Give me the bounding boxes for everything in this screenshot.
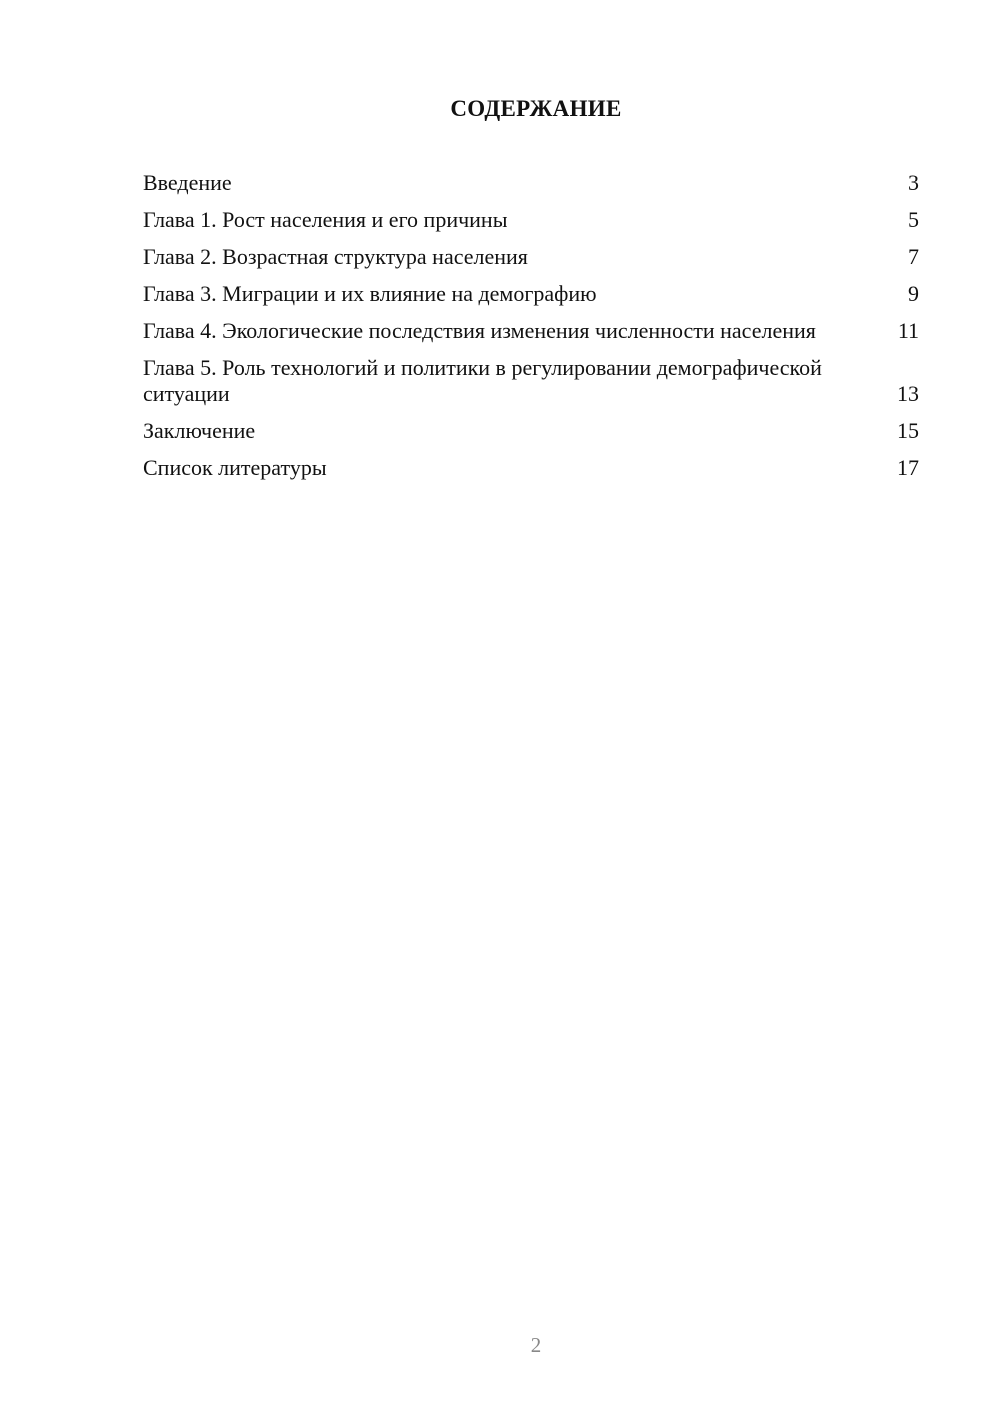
toc-entry-page: 5	[908, 207, 919, 232]
table-of-contents	[143, 170, 919, 492]
toc-entry-chapter-1	[143, 207, 919, 233]
toc-entry-page: 15	[897, 418, 919, 443]
toc-entry-title: Глава 5. Роль технологий и политики в регулировании демографической ситуации	[143, 355, 822, 406]
toc-entry-title: Глава 3. Миграции и их влияние на демографию	[143, 281, 597, 306]
toc-entry-page: 11	[897, 318, 919, 343]
page-title: СОДЕРЖАНИЕ	[450, 96, 622, 121]
toc-entry-chapter-4	[143, 318, 919, 344]
toc-entry-title: Заключение	[143, 418, 256, 443]
toc-entry-title: Список литературы	[143, 455, 327, 480]
toc-entry-page: 9	[908, 281, 919, 306]
toc-entry-page: 13	[897, 381, 919, 406]
toc-entry-chapter-5	[143, 355, 919, 407]
page-number: 2	[530, 1333, 542, 1357]
toc-entry-page: 17	[897, 455, 919, 480]
toc-entry-chapter-2	[143, 244, 919, 270]
toc-entry-chapter-3	[143, 281, 919, 307]
toc-entry-title: Глава 1. Рост населения и его причины	[143, 207, 508, 232]
toc-entry-title: Глава 4. Экологические последствия изменения численности населения	[143, 318, 816, 343]
toc-entry-page: 3	[908, 170, 919, 195]
toc-entry-title: Введение	[143, 170, 232, 195]
toc-entry-introduction	[143, 170, 919, 196]
toc-entry-page: 7	[908, 244, 919, 269]
toc-entry-references	[143, 455, 919, 481]
toc-entry-conclusion	[143, 418, 919, 444]
toc-entry-title: Глава 2. Возрастная структура населения	[143, 244, 528, 269]
